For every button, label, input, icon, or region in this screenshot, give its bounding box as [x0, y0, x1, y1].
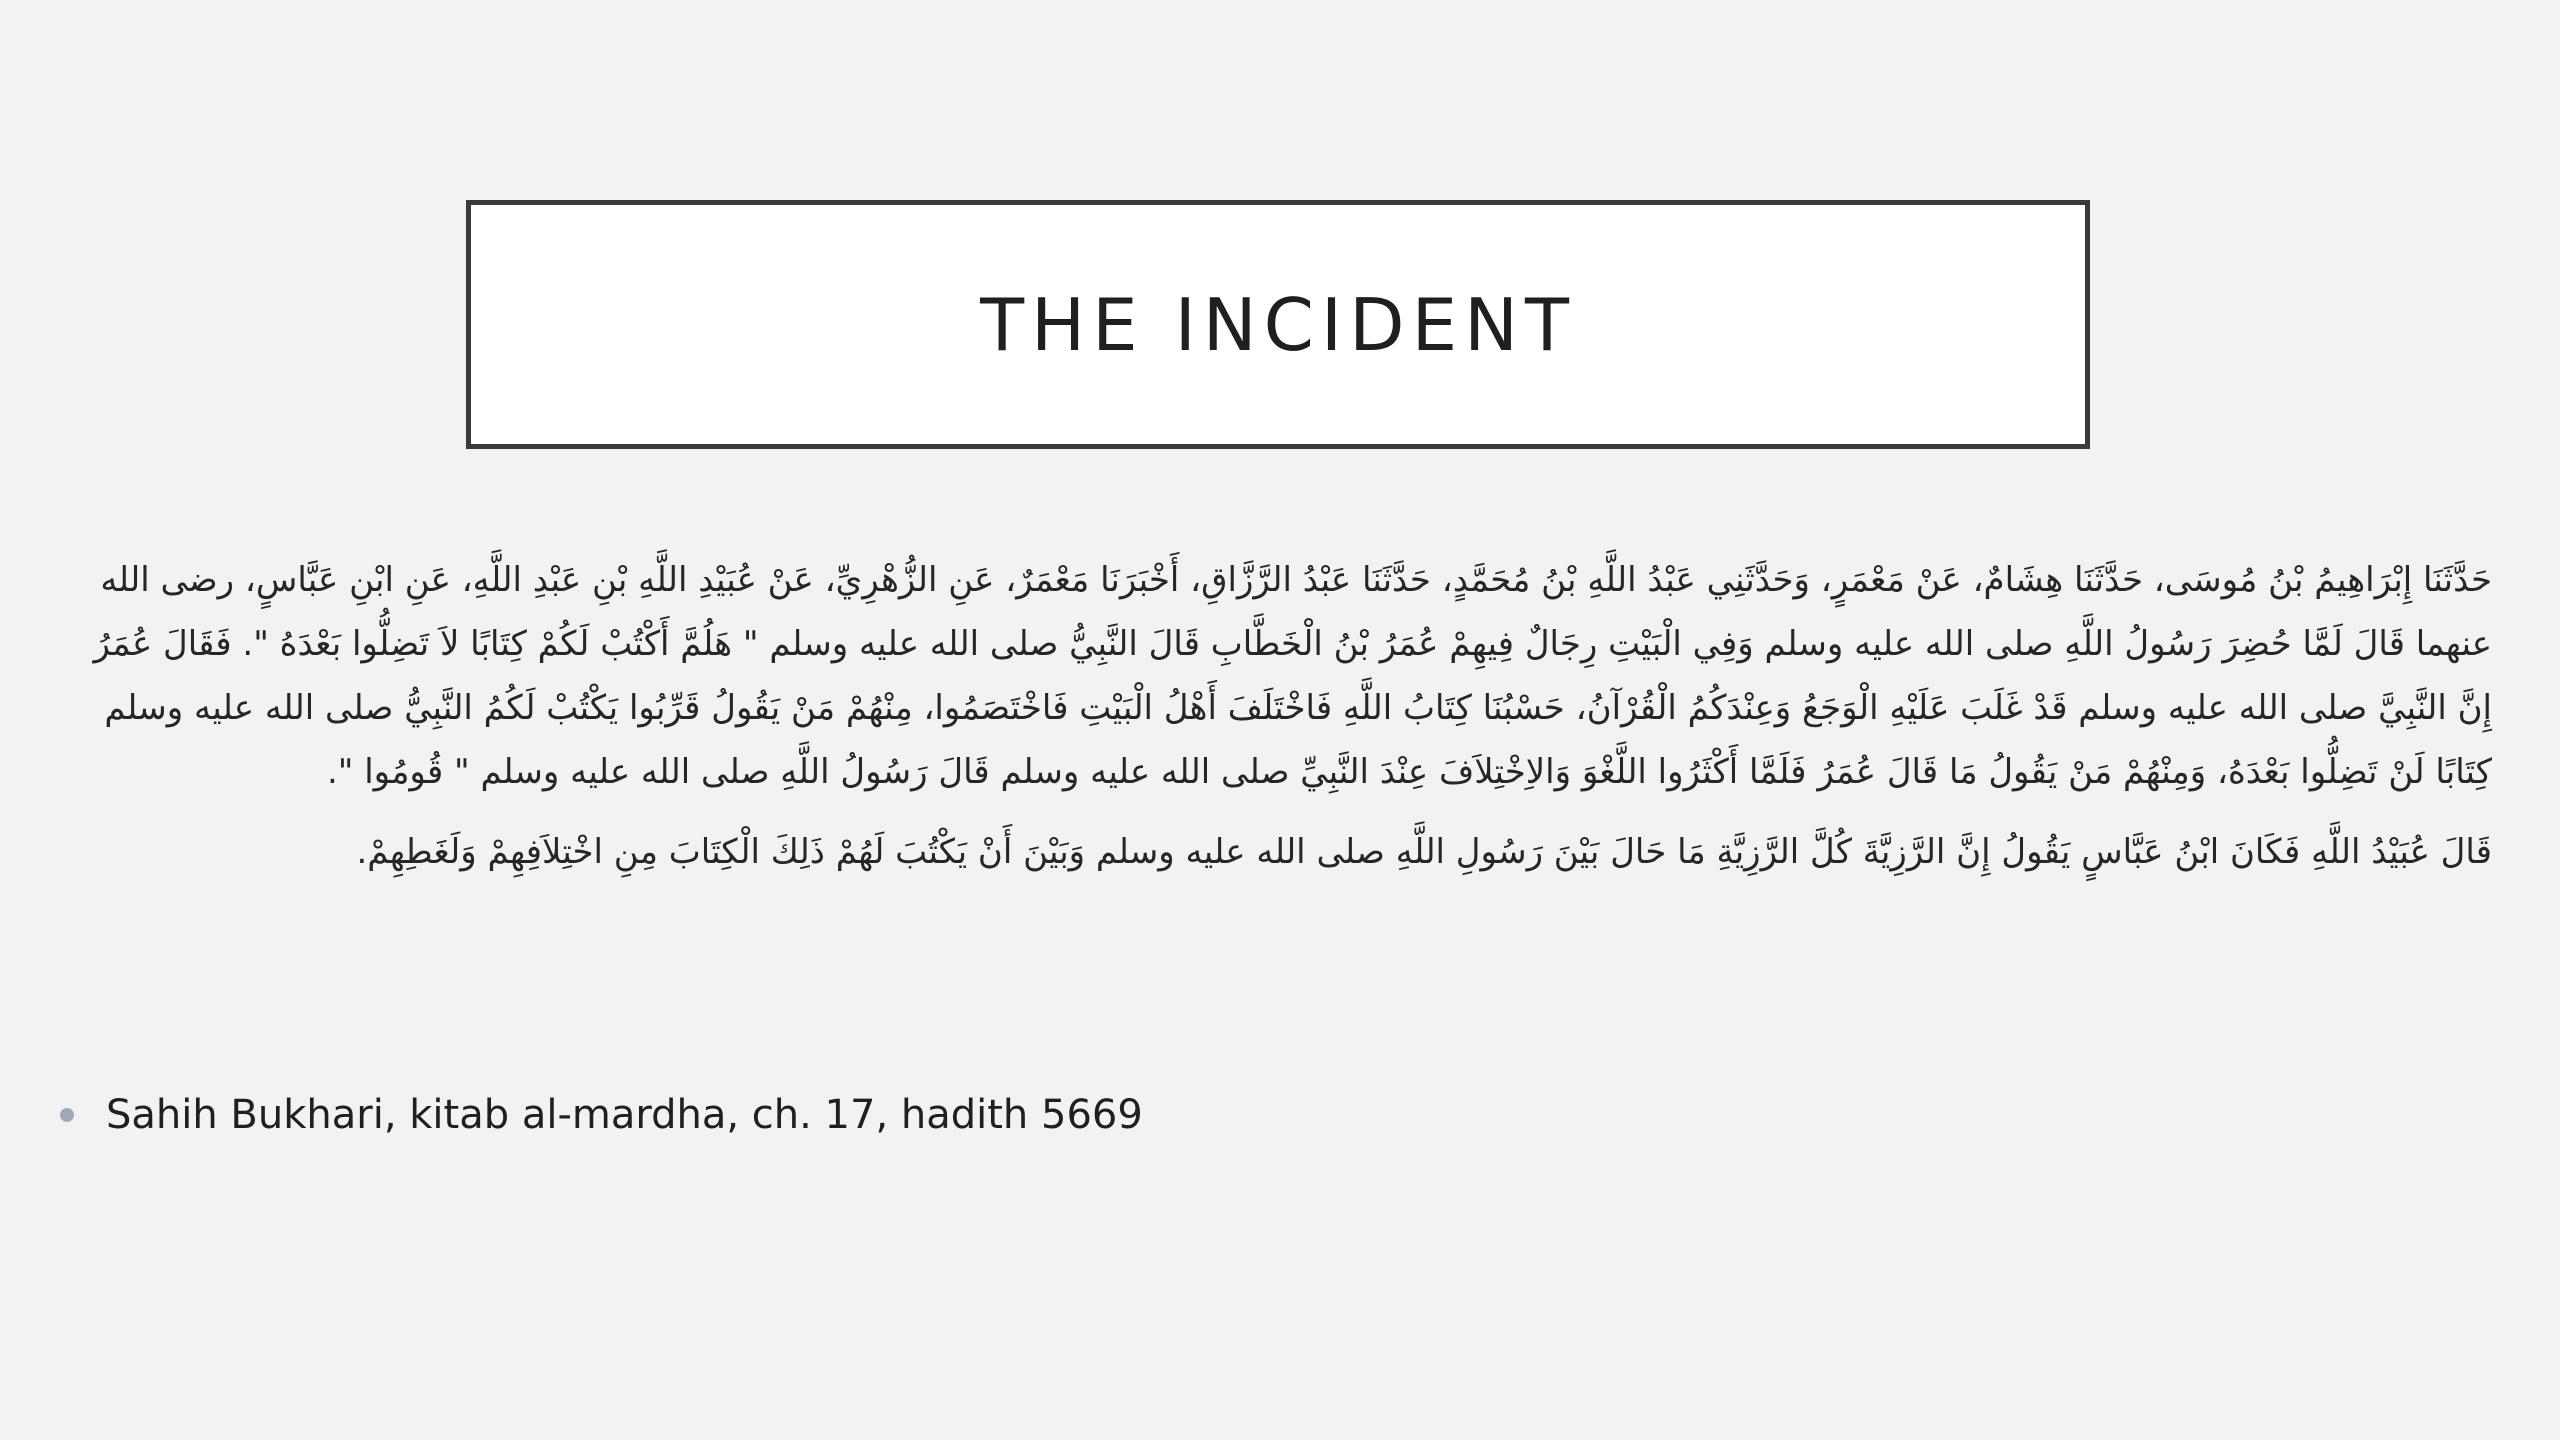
hadith-text-block	[76, 548, 2492, 900]
hadith-paragraph-comment: قَالَ عُبَيْدُ اللَّهِ فَكَانَ ابْنُ عَبَّاسٍ يَقُولُ إِنَّ الرَّزِيَّةَ كُلَّ الرَّزِيَّةِ مَا حَالَ بَيْنَ رَسُولِ اللَّهِ صلى الله عليه وسلم وَبَيْنَ أَنْ يَكْتُبَ لَهُمْ ذَلِكَ الْكِتَابَ مِنِ اخْتِلاَفِهِمْ وَلَغَطِهِمْ.	[356, 832, 2492, 872]
citation-list-item	[60, 1092, 1143, 1138]
bullet-dot-icon	[60, 1108, 74, 1122]
title-box	[466, 200, 2090, 449]
citation-text: Sahih Bukhari, kitab al-mardha, ch. 17, hadith 5669	[106, 1092, 1143, 1138]
hadith-paragraph-main: حَدَّثَنَا إِبْرَاهِيمُ بْنُ مُوسَى، حَدَّثَنَا هِشَامٌ، عَنْ مَعْمَرٍ، وَحَدَّثَنِي عَبْدُ اللَّهِ بْنُ مُحَمَّدٍ، حَدَّثَنَا عَبْدُ الرَّزَّاقِ، أَخْبَرَنَا مَعْمَرٌ، عَنِ الزُّهْرِيِّ، عَنْ عُبَيْدِ اللَّهِ بْنِ عَبْدِ اللَّهِ، عَنِ ابْنِ عَبَّاسٍ، رضى الله عنهما قَالَ لَمَّا حُضِرَ رَسُولُ اللَّهِ صلى الله عليه وسلم وَفِي الْبَيْتِ رِجَالٌ فِيهِمْ عُمَرُ بْنُ الْخَطَّابِ قَالَ النَّبِيُّ صلى الله عليه وسلم " هَلُمَّ أَكْتُبْ لَكُمْ كِتَابًا لاَ تَضِلُّوا بَعْدَهُ ". فَقَالَ عُمَرُ إِنَّ النَّبِيَّ صلى الله عليه وسلم قَدْ غَلَبَ عَلَيْهِ الْوَجَعُ وَعِنْدَكُمُ الْقُرْآنُ، حَسْبُنَا كِتَابُ اللَّهِ فَاخْتَلَفَ أَهْلُ الْبَيْتِ فَاخْتَصَمُوا، مِنْهُمْ مَنْ يَقُولُ قَرِّبُوا يَكْتُبْ لَكُمُ النَّبِيُّ صلى الله عليه وسلم كِتَابًا لَنْ تَضِلُّوا بَعْدَهُ، وَمِنْهُمْ مَنْ يَقُولُ مَا قَالَ عُمَرُ فَلَمَّا أَكْثَرُوا اللَّغْوَ وَالاِخْتِلاَفَ عِنْدَ النَّبِيِّ صلى الله عليه وسلم قَالَ رَسُولُ اللَّهِ صلى الله عليه وسلم " قُومُوا ".	[93, 560, 2492, 792]
slide-title: THE INCIDENT	[980, 282, 1576, 367]
